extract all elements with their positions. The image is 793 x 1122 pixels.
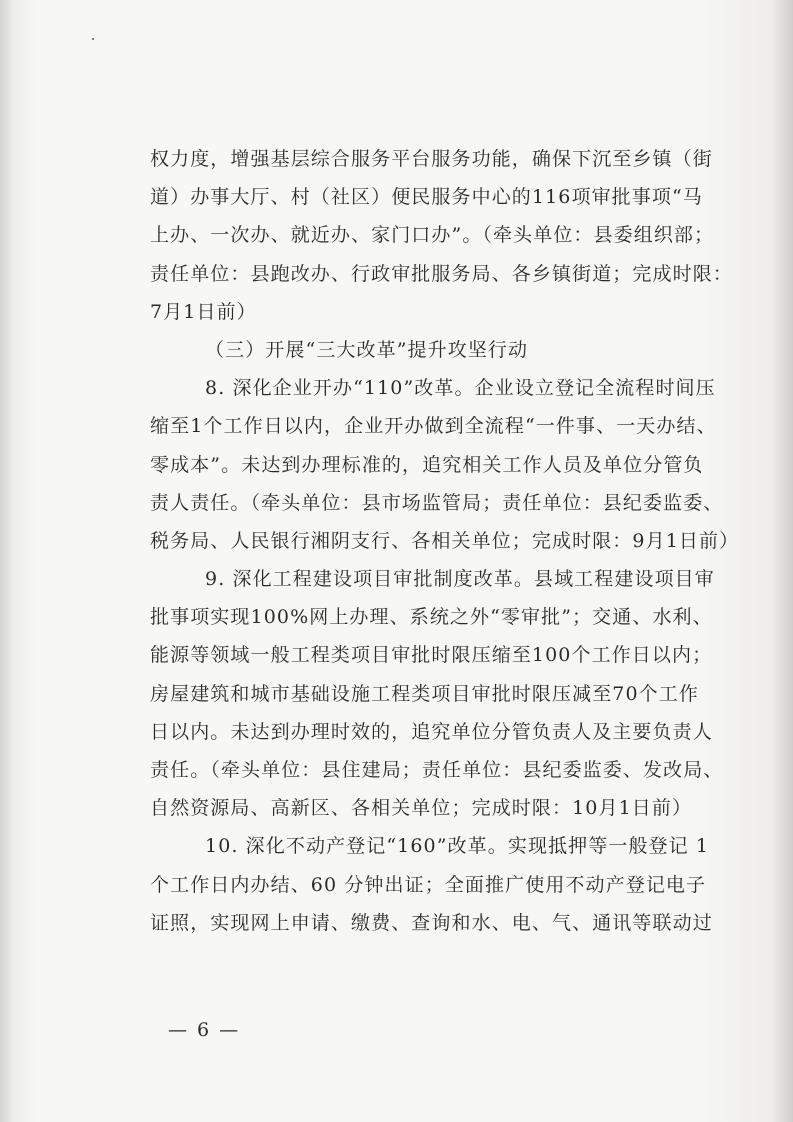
text-line: 权力度，增强基层综合服务平台服务功能，确保下沉至乡镇（街 — [150, 148, 713, 170]
text-line: 能源等领域一般工程类项目审批时限压缩至100个工作日以内； — [150, 644, 713, 667]
text-line: 个工作日内办结、60 分钟出证；全面推广使用不动产登记电子 — [150, 873, 707, 896]
text-line: 缩至1个工作日以内，企业开办做到全流程“一件事、一天办结、 — [150, 415, 717, 438]
paragraph-start-item-8: 8. 深化企业开办“110”改革。企业设立登记全流程时间压 — [205, 377, 716, 400]
document-body — [150, 140, 740, 942]
section-heading: （三）开展“三大改革”提升攻坚行动 — [205, 338, 529, 361]
text-line: 日以内。未达到办理时效的，追究单位分管负责人及主要负责人 — [150, 720, 713, 743]
paragraph-start-item-10: 10. 深化不动产登记“160”改革。实现抵押等一般登记 1 — [205, 835, 710, 858]
text-line: 责任单位：县跑改办、行政审批服务局、各乡镇街道；完成时限： — [150, 262, 733, 285]
text-line: 零成本”。未达到办理标准的，追究相关工作人员及单位分管负 — [150, 453, 704, 476]
scan-shadow-right — [771, 0, 793, 1122]
paragraph-start-item-9: 9. 深化工程建设项目审批制度改革。县域工程建设项目审 — [205, 568, 715, 591]
text-line: 道）办事大厅、村（社区）便民服务中心的116项审批事项“马 — [150, 186, 703, 209]
text-line: 税务局、人民银行湘阴支行、各相关单位；完成时限：9月1日前） — [150, 529, 740, 552]
scan-shadow-left — [0, 0, 14, 1122]
text-line: 责人责任。（牵头单位：县市场监管局；责任单位：县纪委监委、 — [150, 491, 724, 514]
text-line: 上办、一次办、就近办、家门口办”。（牵头单位：县委组织部； — [150, 224, 715, 247]
page-number: — 6 — — [168, 1019, 241, 1041]
text-line: 7月1日前） — [150, 300, 257, 323]
text-line: 批事项实现100%网上办理、系统之外“零审批”；交通、水利、 — [150, 606, 713, 629]
text-line: 房屋建筑和城市基础设施工程类项目审批时限压减至70个工作 — [150, 682, 699, 705]
text-line: 责任。（牵头单位：县住建局；责任单位：县纪委监委、发改局、 — [150, 759, 724, 781]
scan-speck — [92, 38, 94, 40]
text-line: 证照，实现网上申请、缴费、查询和水、电、气、通讯等联动过 — [150, 911, 713, 934]
text-line: 自然资源局、高新区、各相关单位；完成时限：10月1日前） — [150, 797, 693, 820]
